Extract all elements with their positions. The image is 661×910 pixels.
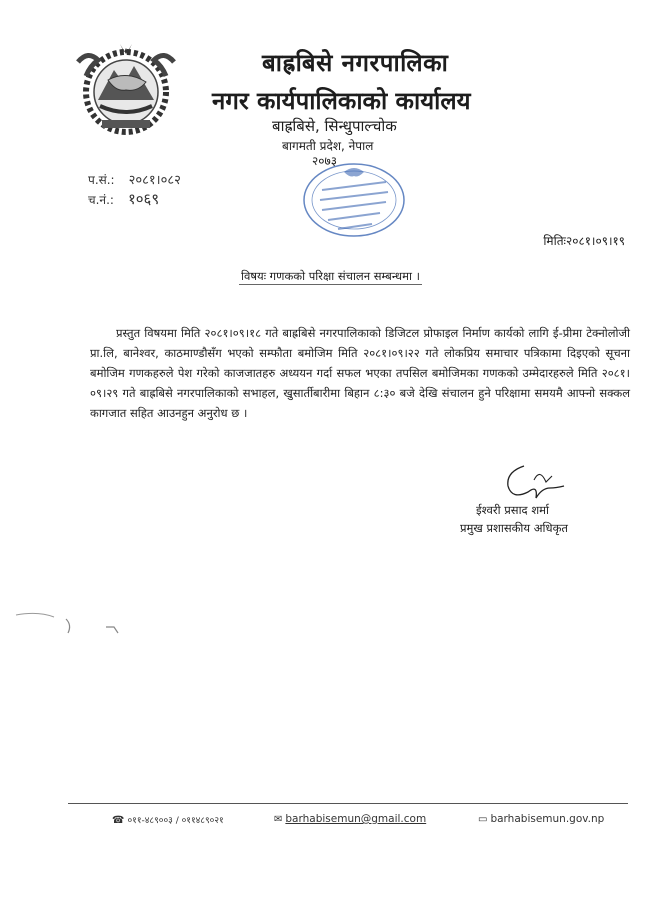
office-title-executive: नगर कार्यपालिकाको कार्यालय	[212, 87, 471, 115]
reference-number	[88, 170, 181, 188]
reference-label: प.सं.:	[88, 173, 115, 187]
office-province: बागमती प्रदेश, नेपाल	[282, 139, 374, 153]
footer-email-text[interactable]: barhabisemun@gmail.com	[285, 813, 427, 825]
footer-email[interactable]	[274, 813, 426, 825]
dispatch-number	[88, 189, 159, 209]
office-title-municipality: बाह्रबिसे नगरपालिका	[262, 49, 449, 77]
footer-website[interactable]	[478, 813, 604, 825]
dispatch-label: च.नं.:	[88, 193, 114, 207]
footer-phone	[112, 813, 224, 826]
subject-text: विषयः गणकको परिक्षा संचालन सम्बन्धमा ।	[241, 269, 420, 283]
nepal-emblem-logo	[68, 40, 184, 140]
footer-website-text[interactable]: barhabisemun.gov.np	[490, 813, 605, 825]
monitor-icon: ▭	[478, 814, 488, 825]
handwritten-signature	[494, 458, 570, 506]
letter-subject	[0, 269, 661, 284]
letter-body-text: प्रस्तुत विषयमा मिति २०८१।०९।१८ गते बाह्रबिसे नगरपालिकाको डिजिटल प्रोफाइल निर्माण कार्यको लागि ई-प्रीमा टेक्नोलोजी प्रा.लि, बानेश्वर, काठमाण्डौसँग भएको सम्फौता बमोजिम मिति २०८१।०९।२२ गते लोकप्रिय समाचार पत्रिकामा दिइएको सूचना बमोजिम गणकहरुले पेश गरेको काजजातहरु अध्ययन गर्दा सफल भएका तपसिल बमोजिमका गणकको उम्मेदारहरुले मिति २०८१।०९।२९ गते बाह्रबिसे नगरपालिकाको सभाहल, खुसार्तीबारीमा बिहान ८:३० बजे देखि संचालन हुने परिक्षामा समयमै आफ्नो सक्कल कागजात सहित आउनहुन अनुरोध छ ।	[90, 326, 630, 420]
dispatch-value: १०६९	[127, 190, 160, 208]
reference-value: २०८१।०८२	[128, 173, 181, 188]
letter-date: मितिः२०८१।०९।१९	[543, 234, 625, 248]
signatory-title: प्रमुख प्रशासकीय अधिकृत	[460, 521, 568, 535]
footer-divider	[68, 803, 628, 804]
footer-phone-text: ०११-४८९००३ / ०११४८९०२१	[127, 816, 224, 826]
mail-icon: ✉	[274, 814, 283, 825]
signatory-name: ईश्वरी प्रसाद शर्मा	[476, 503, 549, 517]
office-year: २०७३	[312, 154, 337, 168]
letter-body	[90, 323, 630, 423]
office-stamp	[298, 160, 410, 240]
telephone-icon: ☎	[112, 815, 125, 826]
ink-smudge	[8, 605, 158, 645]
office-address: बाह्रबिसे, सिन्धुपाल्चोक	[272, 117, 397, 135]
